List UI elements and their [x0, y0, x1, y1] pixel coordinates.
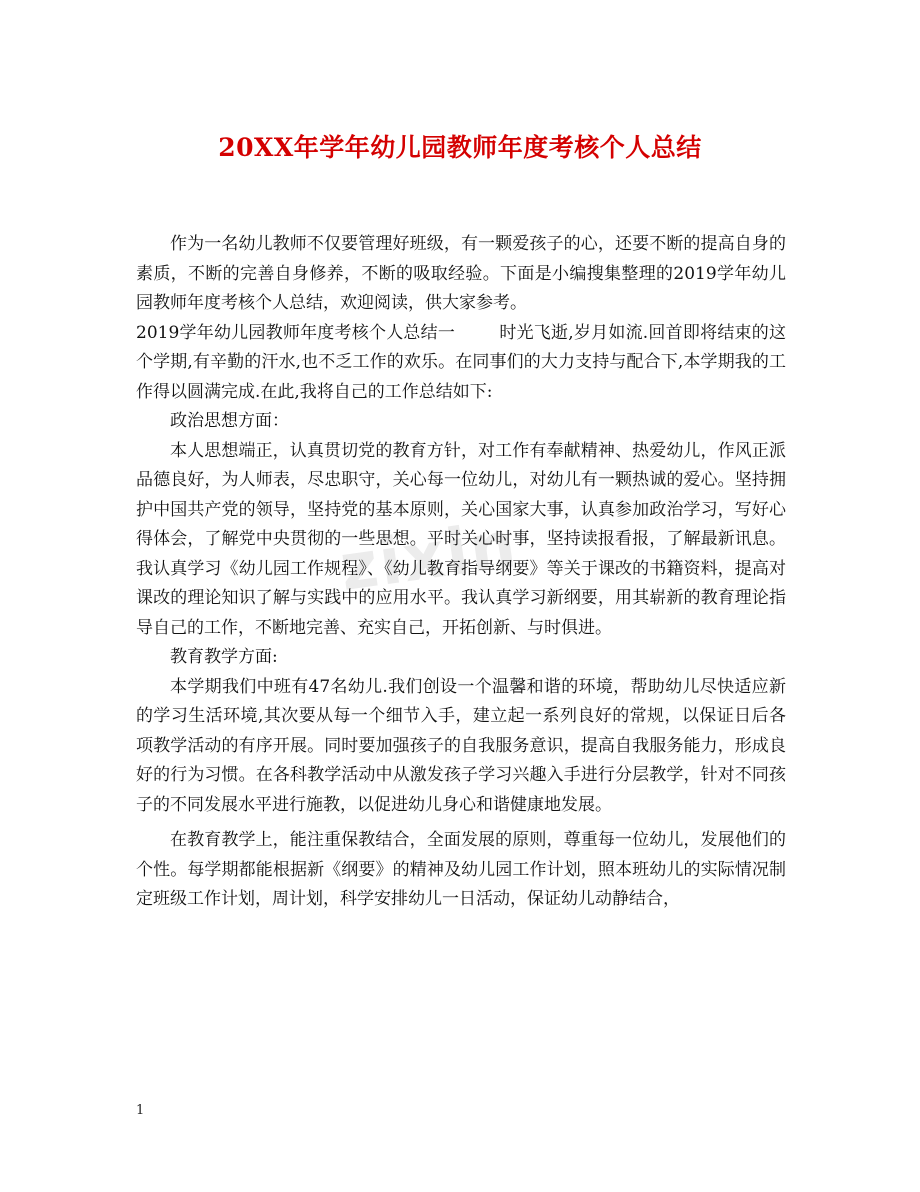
teaching-paragraph-2: 在教育教学上，能注重保教结合，全面发展的原则，尊重每一位幼儿，发展他们的个性。每学期都能根据新《纲要》的精神及幼儿园工作计划，照本班幼儿的实际情况制定班级工作计划，周计划，科学安排幼儿一日活动，保证幼儿动静结合， [136, 830, 786, 909]
teaching-paragraph: 本学期我们中班有47名幼儿.我们创设一个温馨和谐的环境，帮助幼儿尽快适应新的学习生活环境,其次要从每一个细节入手，建立起一系列良好的常规，以保证日后各项教学活动的有序开展。同时要加强孩子的自我服务意识，提高自我服务能力，形成良好的行为习惯。在各科教学活动中从激发孩子学习兴趣入手进行分层教学，针对不同孩子的不同发展水平进行施教，以促进幼儿身心和谐健康地发展。 [136, 676, 786, 815]
intro-paragraph: 作为一名幼儿教师不仅要管理好班级，有一颗爱孩子的心，还要不断的提高自身的素质，不断的完善自身修养，不断的吸取经验。下面是小编搜集整理的2019学年幼儿园教师年度考核个人总结，欢迎阅读，供大家参考。 [136, 234, 786, 313]
watermark: zixin [335, 507, 523, 607]
part-one-heading: 2019学年幼儿园教师年度考核个人总结一 [136, 322, 456, 343]
document-body [136, 230, 786, 915]
part-one-paragraph [136, 319, 786, 408]
teaching-heading: 教育教学方面: [170, 647, 278, 667]
document-title: 20XX年学年幼儿园教师年度考核个人总结 [218, 133, 702, 162]
politics-heading: 政治思想方面： [170, 411, 289, 431]
politics-paragraph: 本人思想端正，认真贯切党的教育方针，对工作有奉献精神、热爱幼儿，作风正派品德良好，为人师表，尽忠职守，关心每一位幼儿，对幼儿有一颗热诚的爱心。坚持拥护中国共产党的领导，坚持党的基本原则，关心国家大事，认真参加政治学习，写好心得体会，了解党中央贯彻的一些思想。平时关心时事，坚持读报看报，了解最新讯息。我认真学习《幼儿园工作规程》、《幼儿教育指导纲要》等关于课改的书籍资料，提高对课改的理论知识了解与实践中的应用水平。我认真学习新纲要，用其崭新的教育理论指导自己的工作，不断地完善、充实自己，开拓创新、与时俱进。 [136, 440, 786, 638]
page-number: 1 [136, 1103, 145, 1118]
part-one-opening: 时光飞逝,岁月如流.回首即将结束的这个学期,有辛勤的汗水,也不乏工作的欢乐。在同事们的大力支持与配合下,本学期我的工作得以圆满完成.在此,我将自己的工作总结如下: [136, 322, 787, 402]
